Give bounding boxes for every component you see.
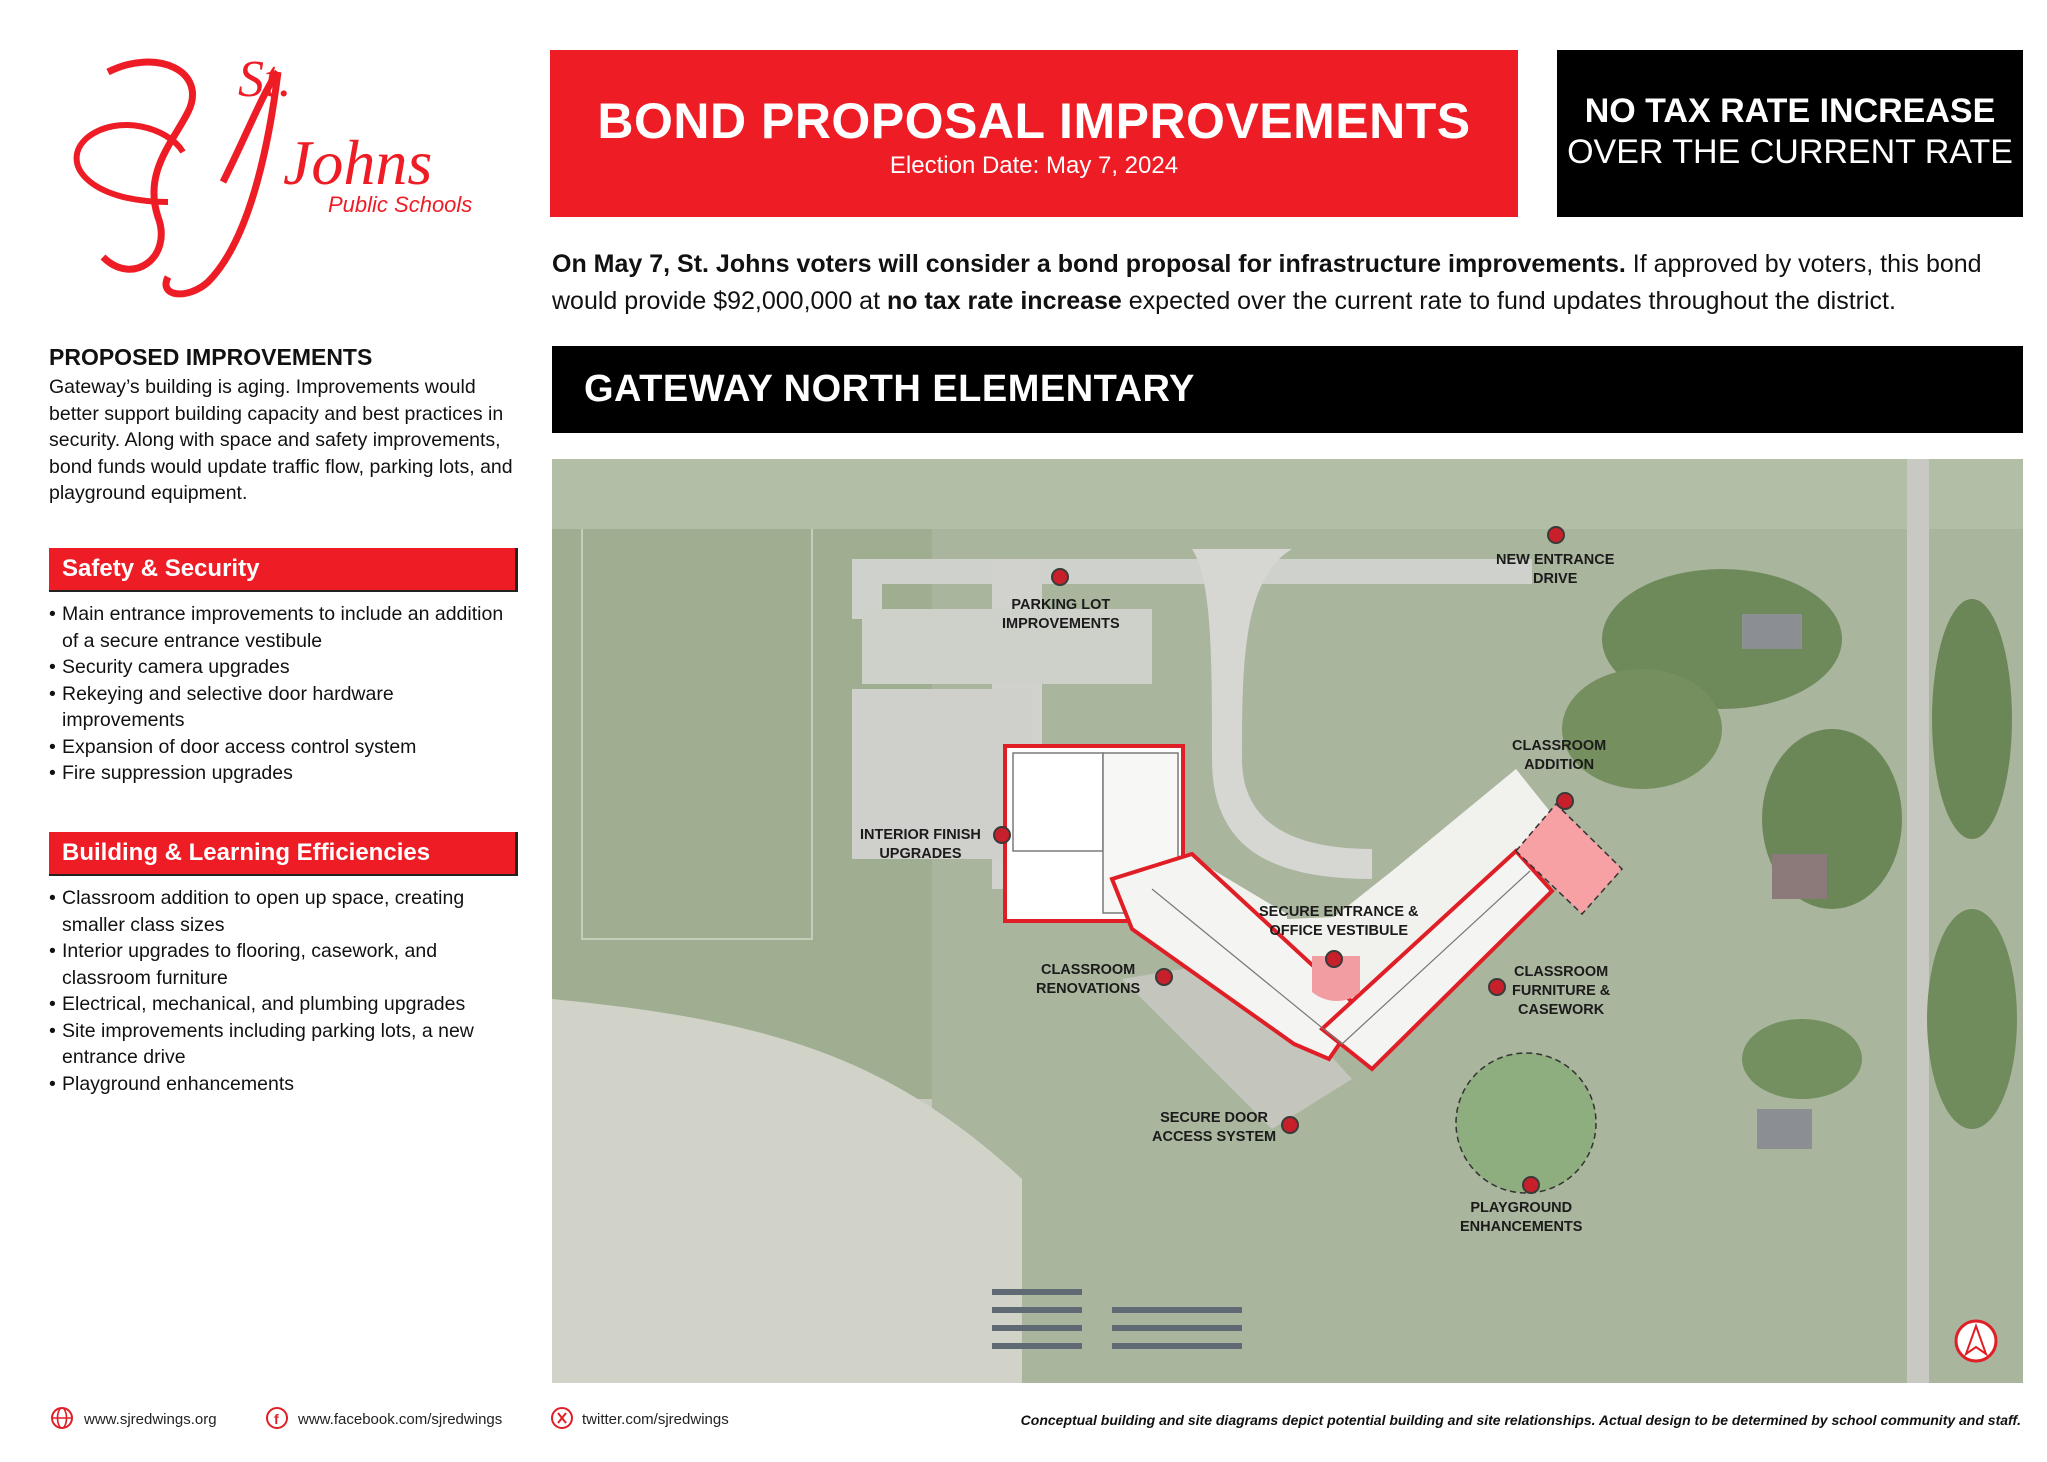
label-line: NEW ENTRANCE: [1496, 552, 1615, 568]
site-map: [552, 459, 2023, 1383]
list-item: • Electrical, mechanical, and plumbing upgrades: [49, 991, 519, 1018]
label-classroom-addition: [1512, 737, 1606, 775]
facebook-link[interactable]: www.facebook.com/sjredwings: [298, 1411, 503, 1428]
label-new-entrance: [1496, 551, 1614, 589]
label-line: CASEWORK: [1518, 1002, 1605, 1018]
safety-heading-bar: [49, 548, 518, 592]
label-secure-entrance: [1259, 903, 1419, 941]
label-parking-lot: [1002, 596, 1120, 634]
logo-st-text: St.: [238, 52, 292, 108]
logo-public-schools-text: Public Schools: [328, 192, 473, 217]
twitter-link[interactable]: twitter.com/sjredwings: [582, 1411, 729, 1428]
svg-text:f: f: [274, 1411, 279, 1427]
logo-johns-text: Johns: [283, 127, 433, 198]
list-item: • Main entrance improvements to include an addition of a secure entrance vestibule: [49, 601, 519, 654]
label-line: ADDITION: [1524, 757, 1595, 773]
page-title: BOND PROPOSAL IMPROVEMENTS: [597, 93, 1471, 149]
intro-lead: On May 7, St. Johns voters will consider a bond proposal for infrastructure improvements.: [552, 250, 1626, 278]
label-line: ACCESS SYSTEM: [1152, 1129, 1277, 1145]
learning-list: [49, 885, 519, 1097]
proposed-body: Gateway’s building is aging. Improvements would better support building capacity and best practices in security. Along with space and safety improvements, bond funds would update traffic flow, parking lots, and playground equipment.: [49, 376, 513, 504]
intro-text-2: expected over the current rate to fund updates throughout the district.: [1121, 287, 1896, 315]
label-secure-door: [1152, 1109, 1276, 1147]
label-classroom-renovations: [1036, 961, 1140, 999]
proposed-heading: PROPOSED IMPROVEMENTS: [49, 344, 373, 370]
label-line: FURNITURE &: [1512, 983, 1611, 999]
tax-line-1: NO TAX RATE INCREASE: [1584, 92, 1996, 130]
label-line: UPGRADES: [879, 846, 962, 862]
list-item: • Fire suppression upgrades: [49, 760, 519, 787]
list-item: • Rekeying and selective door hardware improvements: [49, 681, 519, 734]
tax-line-2: OVER THE CURRENT RATE: [1567, 133, 2013, 171]
website-link[interactable]: www.sjredwings.org: [84, 1411, 217, 1428]
label-classroom-furniture: [1512, 963, 1610, 1020]
label-line: DRIVE: [1533, 571, 1578, 587]
school-name: GATEWAY NORTH ELEMENTARY: [584, 368, 1195, 410]
list-item: • Classroom addition to open up space, creating smaller class sizes: [49, 885, 519, 938]
label-line: RENOVATIONS: [1036, 981, 1141, 997]
label-line: INTERIOR FINISH: [860, 827, 981, 843]
election-date: Election Date: May 7, 2024: [889, 152, 1179, 179]
list-item: • Site improvements including parking lots, a new entrance drive: [49, 1018, 519, 1071]
label-line: PLAYGROUND: [1470, 1200, 1573, 1216]
label-line: CLASSROOM: [1512, 738, 1607, 754]
label-interior-finish: [860, 826, 981, 864]
label-line: CLASSROOM: [1514, 964, 1609, 980]
globe-icon: [50, 1406, 74, 1430]
label-line: CLASSROOM: [1040, 962, 1136, 978]
learning-heading-bar: [49, 832, 518, 876]
tax-banner: [1557, 50, 2023, 217]
safety-heading: Safety & Security: [62, 555, 260, 582]
intro-text-1: If approved by voters, this bond would provide $92,000,000 at: [552, 250, 1982, 315]
disclaimer: Conceptual building and site diagrams depict potential building and site relationships. Actual design to be determined by school community and staff.: [1020, 1412, 2021, 1428]
district-logo: [48, 52, 518, 302]
label-line: SECURE ENTRANCE &: [1259, 904, 1419, 920]
facebook-icon: [265, 1406, 289, 1430]
safety-list: [49, 601, 519, 787]
list-item: • Expansion of door access control system: [49, 734, 519, 761]
label-playground: [1460, 1199, 1582, 1237]
school-name-bar: [552, 346, 2023, 433]
list-item: • Interior upgrades to flooring, casework, and classroom furniture: [49, 938, 519, 991]
x-twitter-icon: [550, 1406, 574, 1430]
label-line: ENHANCEMENTS: [1460, 1219, 1583, 1235]
list-item: • Playground enhancements: [49, 1071, 519, 1098]
intro-paragraph: [552, 246, 2022, 320]
title-banner: [550, 50, 1518, 217]
label-line: IMPROVEMENTS: [1002, 616, 1120, 632]
label-line: OFFICE VESTIBULE: [1269, 923, 1409, 939]
list-item: • Security camera upgrades: [49, 654, 519, 681]
intro-bold-mid: no tax rate increase: [886, 287, 1122, 315]
label-line: SECURE DOOR: [1160, 1110, 1269, 1126]
learning-heading: Building & Learning Efficiencies: [62, 839, 431, 866]
label-line: PARKING LOT: [1011, 597, 1111, 613]
